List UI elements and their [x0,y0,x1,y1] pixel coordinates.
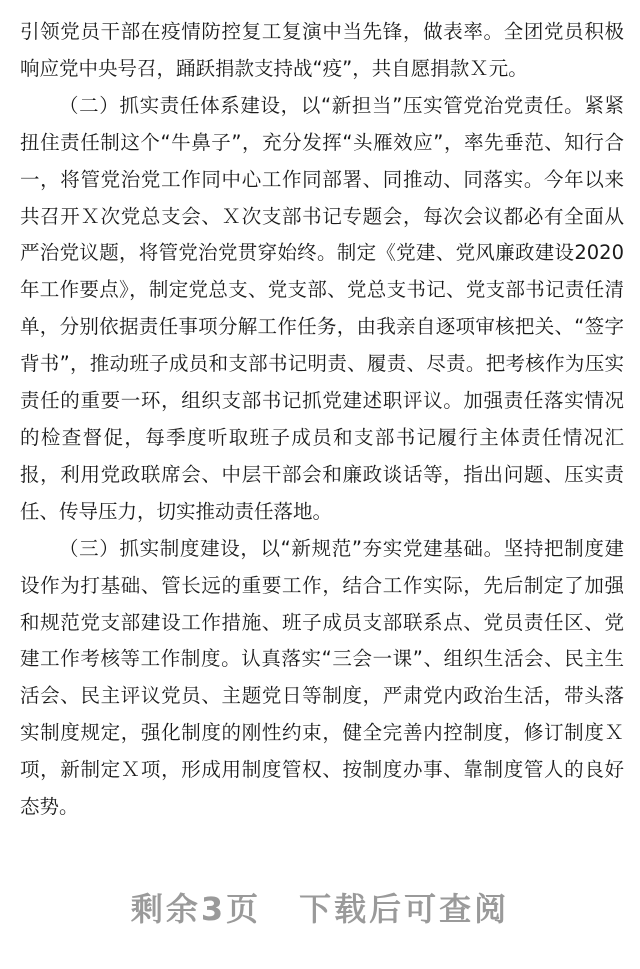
document-body [20,14,624,826]
remaining-pages-text: 剩余3页 [130,890,262,928]
paragraph-responsibility-system: （二）抓实责任体系建设，以“新担当”压实管党治党责任。紧紧扭住责任制这个“牛鼻子”，充分发挥“头雁效应”，率先垂范、知行合一，将管党治党工作同中心工作同部署、同推动、同落实。今年以来共召开Ｘ次党总支会、Ｘ次支部书记专题会，每次会议都必有全面从严治党议题，将管党治党贯穿始终。制定《党建、党风廉政建设2020年工作要点》，制定党总支、党支部、党总支书记、党支部书记责任清单，分别依据责任事项分解工作任务，由我亲自逐项审核把关、“签字背书”，推动班子成员和支部书记明责、履责、尽责。把考核作为压实责任的重要一环，组织支部书记抓党建述职评议。加强责任落实情况的检查督促，每季度听取班子成员和支部书记履行主体责任情况汇报，利用党政联席会、中层干部会和廉政谈话等，指出问题、压实责任、传导压力，切实推动责任落地。 [20,93,624,523]
remaining-pages-banner[interactable] [0,884,640,930]
paragraph-institution-building: （三）抓实制度建设，以“新规范”夯实党建基础。坚持把制度建设作为打基础、管长远的重要工作，结合工作实际，先后制定了加强和规范党支部建设工作措施、班子成员支部联系点、党员责任区、党建工作考核等工作制度。认真落实“三会一课”、组织生活会、民主生活会、民主评议党员、主题党日等制度，严肃党内政治生活，带头落实制度规定，强化制度的刚性约束，健全完善内控制度，修订制度Ｘ项，新制定Ｘ项，形成用制度管权、按制度办事、靠制度管人的良好态势。 [20,536,624,819]
paragraph-continuation: 引领党员干部在疫情防控复工复演中当先锋，做表率。全团党员积极响应党中央号召，踊跃捐款支持战“疫”，共自愿捐款Ｘ元。 [20,20,624,80]
download-prompt-text: 下载后可查阅 [299,890,510,928]
